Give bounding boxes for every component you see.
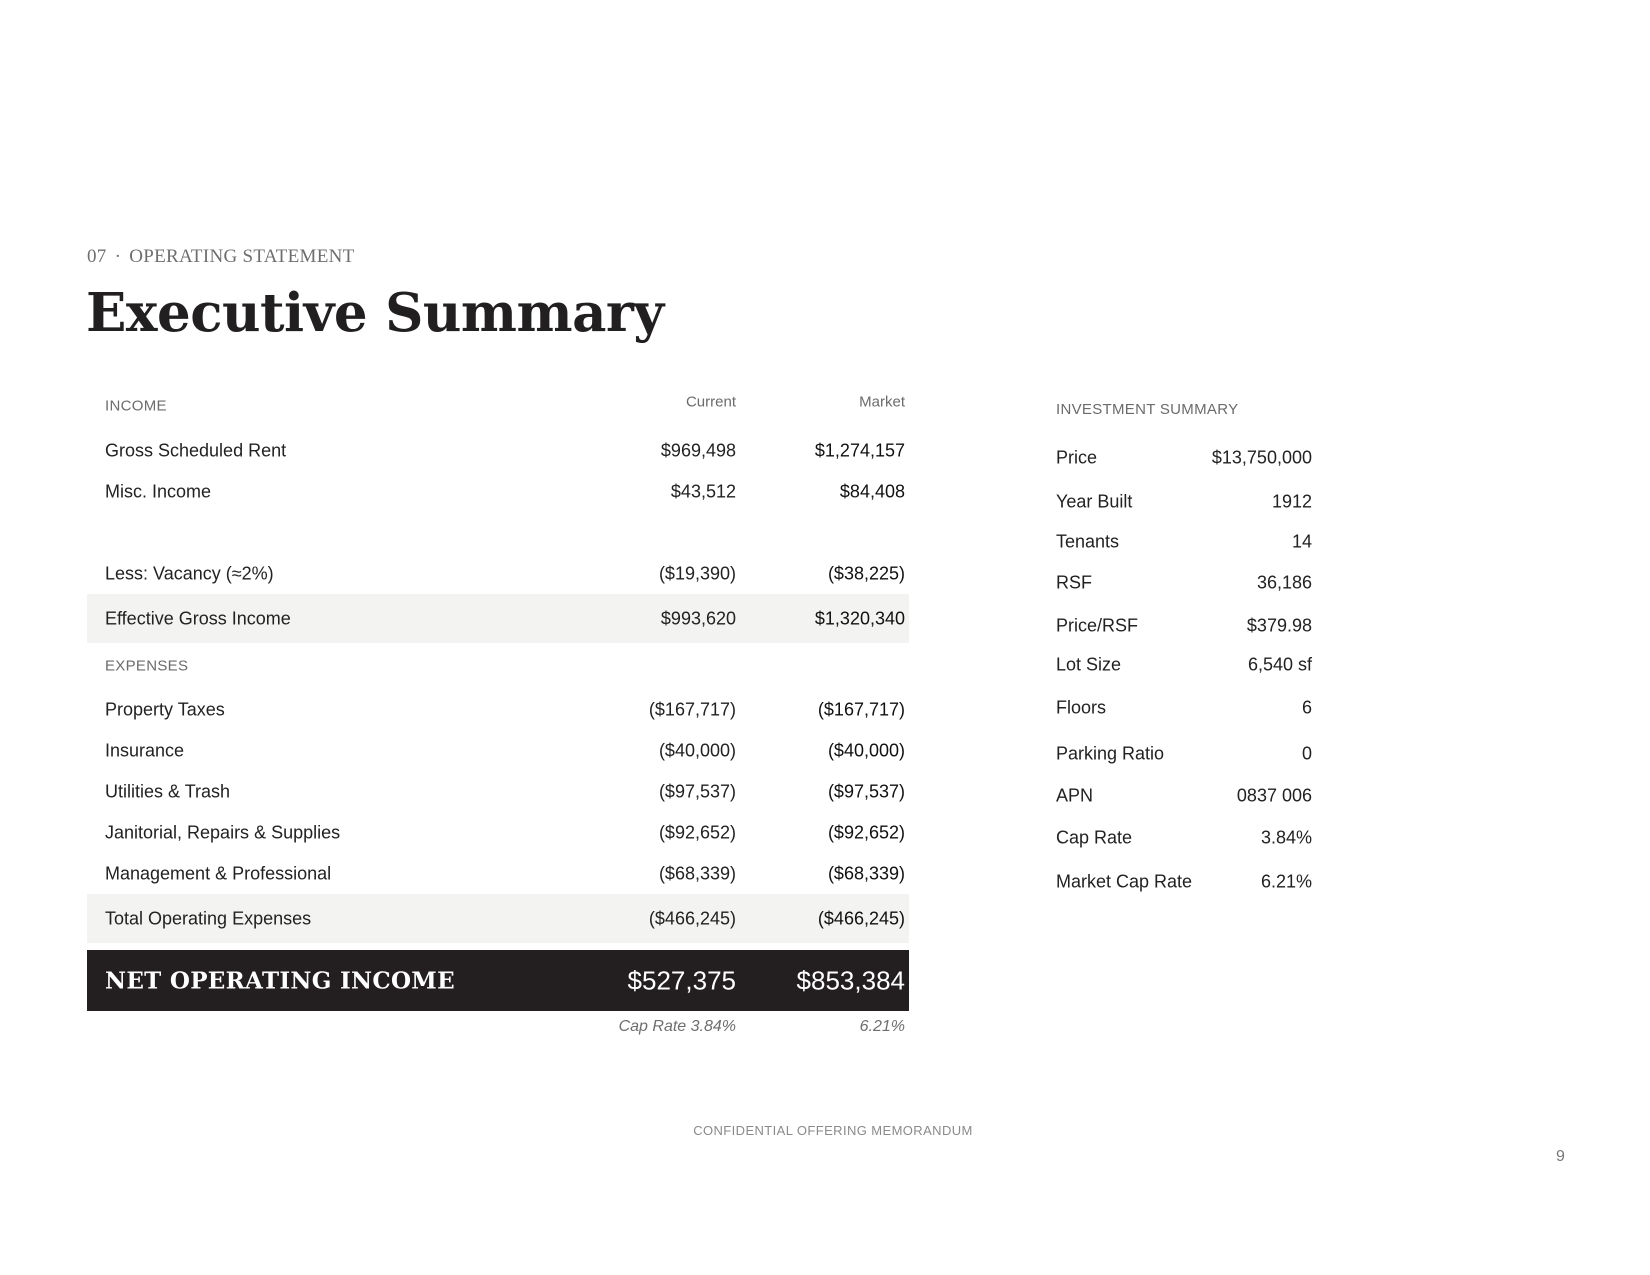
table-row <box>87 430 909 471</box>
noi-market-value: $853,384 <box>796 965 905 995</box>
section-eyebrow <box>87 246 355 268</box>
spacer <box>87 512 909 553</box>
current-value: ($466,245) <box>648 908 736 928</box>
current-value: ($19,390) <box>658 563 736 583</box>
summary-key: Tenants <box>1056 531 1120 552</box>
summary-row <box>1056 776 1316 816</box>
summary-row <box>1056 816 1316 860</box>
current-value: $43,512 <box>670 481 736 501</box>
column-header-current: Current <box>685 393 736 411</box>
total-operating-expenses-row <box>87 894 909 943</box>
current-value: $993,620 <box>660 608 736 628</box>
section-number: 07 <box>87 246 107 267</box>
market-value: ($68,339) <box>827 863 905 883</box>
summary-row <box>1056 860 1316 904</box>
summary-key: Year Built <box>1056 491 1133 512</box>
summary-value: 6 <box>1301 697 1312 718</box>
table-row <box>87 853 909 894</box>
table-row <box>87 730 909 771</box>
summary-value: 36,186 <box>1256 572 1312 593</box>
noi-current-value: $527,375 <box>627 965 736 995</box>
page-title: Executive Summary <box>86 282 664 344</box>
summary-row <box>1056 560 1316 606</box>
income-section-label: INCOME <box>105 397 167 415</box>
row-label: Utilities & Trash <box>105 781 231 801</box>
summary-key: Cap Rate <box>1056 827 1133 848</box>
row-label: Less: Vacancy (≈2%) <box>105 563 274 583</box>
market-value: $1,320,340 <box>814 608 905 628</box>
section-name: OPERATING STATEMENT <box>129 246 355 267</box>
row-label: Misc. Income <box>105 481 212 501</box>
market-value: ($167,717) <box>817 699 905 719</box>
summary-value: 6.21% <box>1260 871 1312 892</box>
table-row <box>87 689 909 730</box>
row-label: Effective Gross Income <box>105 608 291 628</box>
summary-row <box>1056 606 1316 646</box>
current-value: ($167,717) <box>648 699 736 719</box>
market-value: ($92,652) <box>827 822 905 842</box>
summary-key: Price/RSF <box>1056 615 1139 636</box>
table-row <box>87 771 909 812</box>
summary-row <box>1056 684 1316 732</box>
row-label: Total Operating Expenses <box>105 908 312 928</box>
summary-key: Lot Size <box>1056 654 1122 675</box>
summary-row <box>1056 436 1316 480</box>
vacancy-row <box>87 553 909 594</box>
summary-value: $379.98 <box>1246 615 1312 636</box>
market-value: ($40,000) <box>827 740 905 760</box>
row-label: Janitorial, Repairs & Supplies <box>105 822 341 842</box>
eyebrow-separator: · <box>114 246 122 267</box>
table-row <box>87 471 909 512</box>
current-value: $969,498 <box>660 440 736 460</box>
footer-confidential: CONFIDENTIAL OFFERING MEMORANDUM <box>693 1123 973 1138</box>
row-label: Gross Scheduled Rent <box>105 440 287 460</box>
row-label: Insurance <box>105 740 185 760</box>
cap-rate-market: 6.21% <box>859 1018 905 1035</box>
summary-value: 0 <box>1301 743 1312 764</box>
summary-value: 6,540 sf <box>1247 654 1312 675</box>
income-header-row <box>87 392 909 420</box>
summary-key: Floors <box>1056 697 1107 718</box>
row-label: Property Taxes <box>105 699 225 719</box>
summary-row <box>1056 480 1316 524</box>
market-value: ($38,225) <box>827 563 905 583</box>
summary-value: 0837 006 <box>1236 785 1312 806</box>
summary-row <box>1056 524 1316 560</box>
current-value: ($68,339) <box>658 863 736 883</box>
expenses-header-row <box>87 643 909 689</box>
summary-key: APN <box>1056 785 1094 806</box>
summary-value: 1912 <box>1271 491 1312 512</box>
cap-rate-current: Cap Rate 3.84% <box>618 1018 736 1035</box>
market-value: ($97,537) <box>827 781 905 801</box>
current-value: ($40,000) <box>658 740 736 760</box>
market-value: $1,274,157 <box>814 440 905 460</box>
summary-key: RSF <box>1056 572 1092 593</box>
summary-row <box>1056 646 1316 684</box>
cap-rate-row <box>87 1018 909 1040</box>
summary-value: $13,750,000 <box>1211 447 1312 468</box>
noi-label: NET OPERATING INCOME <box>105 967 455 994</box>
current-value: ($97,537) <box>658 781 736 801</box>
market-value: ($466,245) <box>817 908 905 928</box>
summary-value: 14 <box>1291 531 1312 552</box>
row-label: Management & Professional <box>105 863 332 883</box>
column-header-market: Market <box>859 393 905 411</box>
page-number: 9 <box>1556 1148 1565 1165</box>
current-value: ($92,652) <box>658 822 736 842</box>
investment-summary-list <box>1056 436 1316 904</box>
market-value: $84,408 <box>839 481 905 501</box>
effective-gross-income-row <box>87 594 909 643</box>
operating-statement-table <box>87 392 909 943</box>
summary-key: Price <box>1056 447 1098 468</box>
summary-key: Parking Ratio <box>1056 743 1165 764</box>
summary-row <box>1056 732 1316 776</box>
expenses-section-label: EXPENSES <box>105 657 189 675</box>
summary-key: Market Cap Rate <box>1056 871 1193 892</box>
table-row <box>87 812 909 853</box>
summary-value: 3.84% <box>1260 827 1312 848</box>
net-operating-income-bar <box>87 950 909 1011</box>
investment-summary-title: INVESTMENT SUMMARY <box>1056 401 1239 418</box>
